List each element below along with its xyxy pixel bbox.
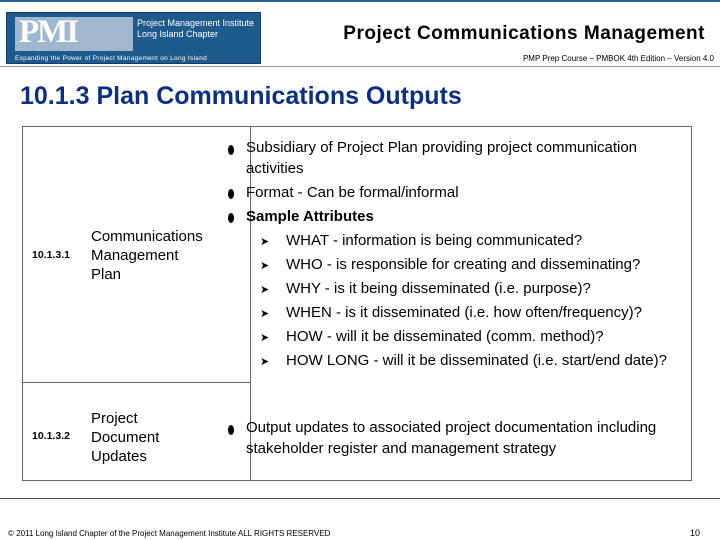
row-name-2 [91, 409, 159, 466]
bullet-item [228, 137, 637, 179]
sub-bullet-item [260, 229, 582, 253]
arrow-bullet-icon: ➤ [260, 332, 270, 344]
row-name-2-line-3: Updates [91, 448, 147, 465]
row-name-2-line-1: Project [91, 410, 138, 427]
bullet-item [228, 417, 656, 459]
header-top-rule [0, 0, 720, 2]
sub-bullet-text: WHO - is responsible for creating and disseminating? [286, 256, 641, 273]
copyright-notice: © 2011 Long Island Chapter of the Project Management Institute ALL RIGHTS RESERVED [8, 529, 331, 538]
pmi-logo [6, 12, 261, 64]
arrow-bullet-icon: ➤ [260, 308, 270, 320]
page-number: 10 [689, 528, 700, 538]
arrow-bullet-icon: ➤ [260, 236, 270, 248]
bullet-text-line-1: Output updates to associated project documentation including [246, 419, 657, 436]
row-name-1-line-2: Management [91, 247, 179, 264]
header-divider [0, 66, 720, 67]
row-divider [23, 382, 250, 383]
sub-bullet-item [260, 301, 642, 325]
bullet-dot-icon [228, 189, 234, 199]
pmi-logo-letters: PMI [19, 14, 78, 50]
arrow-bullet-icon: ➤ [260, 260, 270, 272]
sub-bullet-text: WHEN - is it disseminated (i.e. how often/frequency)? [286, 304, 642, 321]
page-title: 10.1.3 Plan Communications Outputs [20, 82, 462, 110]
row-number-1: 10.1.3.1 [32, 249, 70, 261]
arrow-bullet-icon: ➤ [260, 284, 270, 296]
footer-divider [0, 498, 720, 499]
bullet-text: Format - Can be formal/informal [246, 184, 459, 201]
bullet-item [228, 205, 374, 229]
logo-tagline: Expanding the Power of Project Management on Long Island [15, 55, 208, 62]
sub-bullet-item [260, 277, 591, 301]
sub-bullet-item [260, 325, 604, 349]
bullet-text-line-2: activities [246, 160, 304, 177]
header-title: Project Communications Management [343, 23, 705, 44]
sub-bullet-item [260, 253, 640, 277]
sub-bullet-text: HOW LONG - will it be disseminated (i.e. start/end date)? [286, 352, 667, 369]
bullet-dot-icon [228, 213, 234, 223]
bullet-text-line-1: Subsidiary of Project Plan providing project communication [246, 139, 638, 156]
row-number-2: 10.1.3.2 [32, 430, 70, 442]
row-name-2-line-2: Document [91, 429, 160, 446]
bullet-item [228, 181, 459, 205]
sub-bullet-text: HOW - will it be disseminated (comm. method)? [286, 328, 604, 345]
sub-bullet-text: WHAT - information is being communicated? [286, 232, 583, 249]
sub-bullet-text: WHY - is it being disseminated (i.e. purpose)? [286, 280, 591, 297]
row-name-1-line-1: Communications [91, 228, 203, 245]
bullet-dot-icon [228, 145, 234, 155]
chapter-name-line-2: Long Island Chapter [137, 29, 219, 39]
outputs-table [22, 126, 692, 481]
row-name-1-line-3: Plan [91, 266, 122, 283]
sub-bullet-item [260, 349, 667, 373]
row-name-1 [91, 227, 203, 284]
chapter-name [137, 18, 254, 40]
arrow-bullet-icon: ➤ [260, 356, 270, 368]
bullet-text: Sample Attributes [246, 208, 374, 225]
course-info: PMP Prep Course – PMBOK 4th Edition – Version 4.0 [522, 54, 714, 63]
chapter-name-line-1: Project Management Institute [137, 18, 255, 28]
bullet-text-line-2: stakeholder register and management strategy [246, 440, 557, 457]
bullet-dot-icon [228, 425, 234, 435]
